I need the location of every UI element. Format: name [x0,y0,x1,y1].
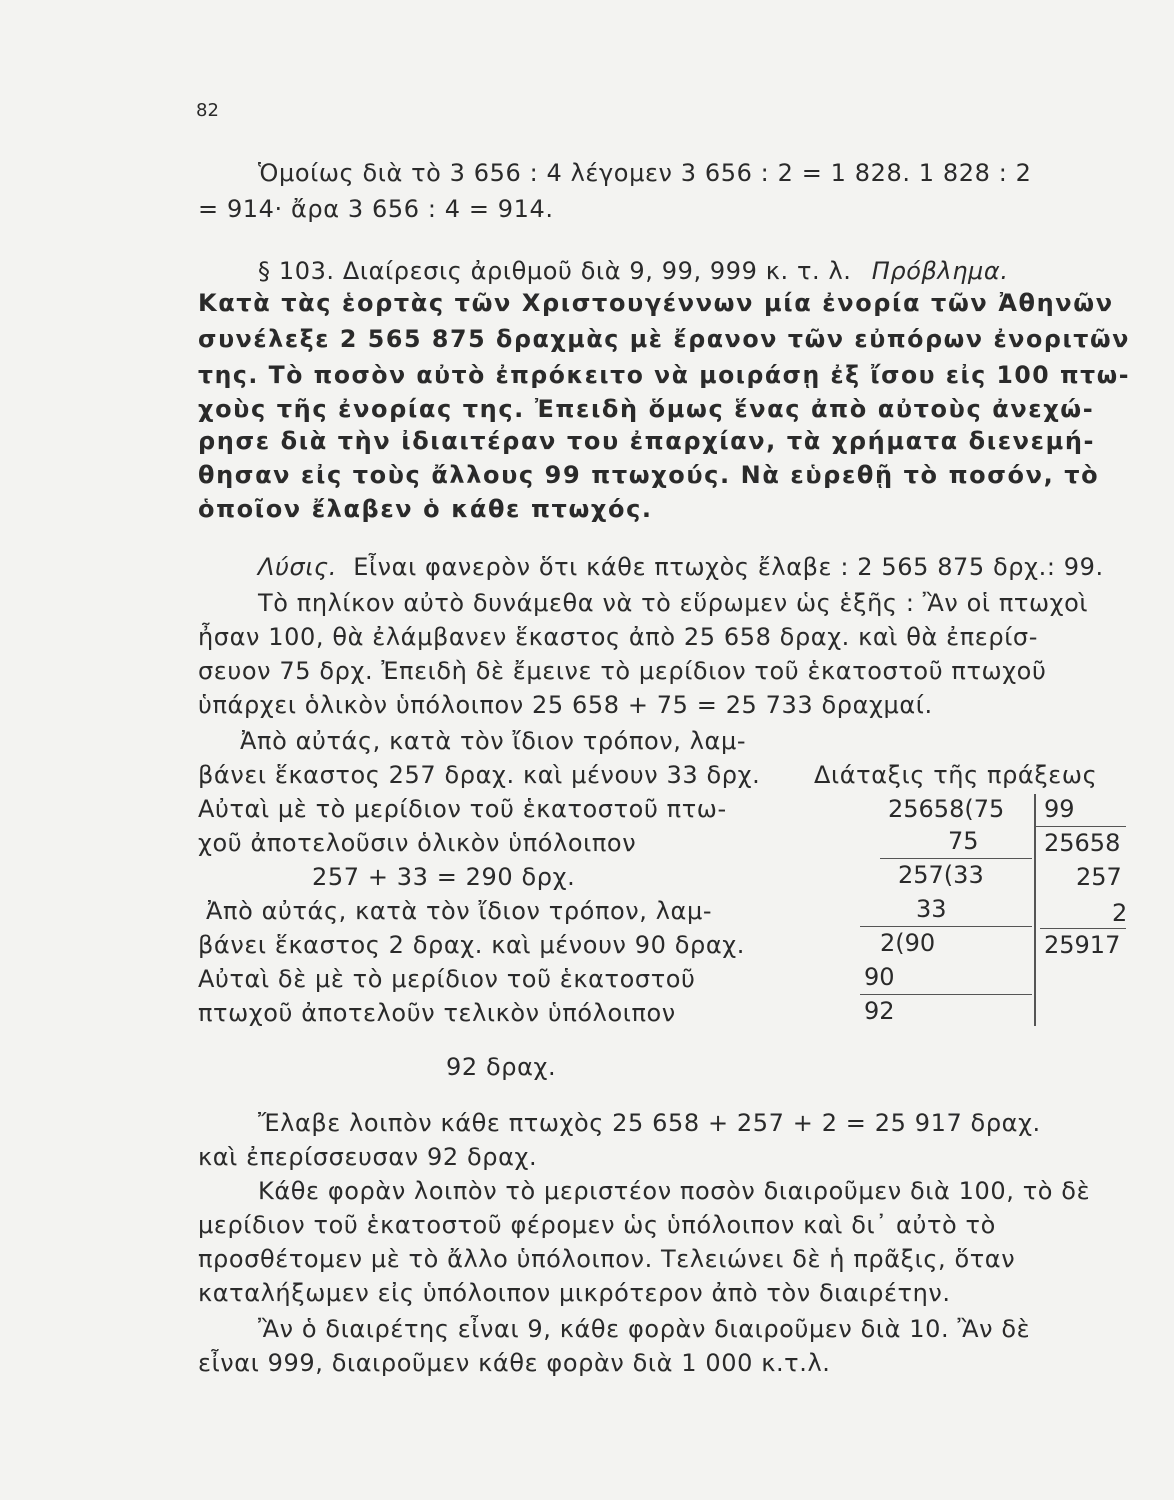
solution-line-4: ὑπάρχει ὁλικὸν ὑπόλοιπον 25 658 + 75 = 25 733 δραχμαί. [198,691,933,719]
conclusion-line-6: καταλήξωμεν εἰς ὑπόλοιπον μικρότερον ἀπὸ τὸν διαιρέτην. [198,1279,951,1307]
side-line-8: Αὐταὶ δὲ μὲ τὸ μερίδιον τοῦ ἑκατοστοῦ [198,965,696,993]
division-dividend: 25658(75 [888,795,1005,823]
problem-line-7: ὁποῖον ἔλαβεν ὁ κάθε πτωχός. [198,495,653,523]
division-quotient-3: 2 [1112,899,1128,927]
division-rule-1 [880,858,1032,859]
solution-first-line-text: Εἶναι φανερὸν ὅτι κάθε πτωχὸς ἔλαβε : 2 565 875 δρχ.: 99. [353,553,1104,581]
problem-line-5: ρησε διὰ τὴν ἰδιαιτέραν του ἐπαρχίαν, τὰ χρήματα διενεμή- [198,427,1096,455]
conclusion-line-3: Κάθε φορὰν λοιπὸν τὸ μεριστέον ποσὸν διαιροῦμεν διὰ 100, τὸ δὲ [258,1177,1091,1205]
conclusion-line-8: εἶναι 999, διαιροῦμεν κάθε φορὰν διὰ 1 000 κ.τ.λ. [198,1349,831,1377]
division-divisor-rule [1036,826,1126,827]
problem-label: Πρόβλημα. [871,257,1009,285]
side-line-6: Ἀπὸ αὐτάς, κατὰ τὸν ἴδιον τρόπον, λαμ- [206,897,713,925]
division-rule-3 [860,994,1032,995]
side-line-10: 92 δραχ. [446,1053,557,1081]
side-line-1: Ἀπὸ αὐτάς, κατὰ τὸν ἴδιον τρόπον, λαμ- [240,727,747,755]
problem-line-4: χοὺς τῆς ἐνορίας της. Ἐπειδὴ ὅμως ἕνας ἀπὸ αὐτοὺς ἀνεχώ- [198,395,1095,423]
conclusion-line-2: καὶ ἐπερίσσευσαν 92 δραχ. [198,1143,538,1171]
side-line-3: Αὐταὶ μὲ τὸ μερίδιον τοῦ ἑκατοστοῦ πτω- [198,795,727,823]
division-subtract-1: 75 [948,827,979,855]
division-sum-rule [1040,928,1126,929]
para1-line1: Ὁμοίως διὰ τὸ 3 656 : 4 λέγομεν 3 656 : 2 = 1 828. 1 828 : 2 [258,159,1032,187]
division-vertical-rule [1034,794,1036,1026]
conclusion-line-7: Ἂν ὁ διαιρέτης εἶναι 9, κάθε φορὰν διαιροῦμεν διὰ 10. Ἂν δὲ [258,1315,1031,1343]
solution-label: Λύσις. [258,553,337,581]
division-divisor: 99 [1044,795,1075,823]
division-remainder-2: 2(90 [880,929,936,957]
division-quotient-2: 257 [1076,863,1122,891]
division-subtract-3: 90 [864,963,895,991]
division-subtract-2: 33 [916,895,947,923]
solution-first-line [258,552,1104,582]
problem-line-2: συνέλεξε 2 565 875 δραχμὰς μὲ ἔρανον τῶν εὐπόρων ἐνοριτῶν [198,325,1130,353]
conclusion-line-4: μερίδιον τοῦ ἑκατοστοῦ φέρομεν ὡς ὑπόλοιπον καὶ δι᾽ αὐτὸ τὸ [198,1211,996,1239]
problem-line-3: της. Τὸ ποσὸν αὐτὸ ἐπρόκειτο νὰ μοιράσῃ ἐξ ἴσου εἰς 100 πτω- [198,361,1131,389]
solution-line-3: σευον 75 δρχ. Ἐπειδὴ δὲ ἔμεινε τὸ μερίδιον τοῦ ἑκατοστοῦ πτωχοῦ [198,657,1047,685]
division-final-remainder: 92 [864,997,895,1025]
conclusion-line-5: προσθέτομεν μὲ τὸ ἄλλο ὑπόλοιπον. Τελειώνει δὲ ἡ πρᾶξις, ὅταν [198,1245,1016,1273]
division-rule-2 [860,926,1032,927]
division-remainder-1: 257(33 [898,861,984,889]
conclusion-line-1: Ἔλαβε λοιπὸν κάθε πτωχὸς 25 658 + 257 + 2 = 25 917 δραχ. [258,1109,1041,1137]
side-line-2: βάνει ἕκαστος 257 δραχ. καὶ μένουν 33 δρχ. [198,761,761,789]
problem-line-1: Κατὰ τὰς ἑορτὰς τῶν Χριστουγέννων μία ἐνορία τῶν Ἀθηνῶν [198,289,1114,317]
side-line-9: πτωχοῦ ἀποτελοῦν τελικὸν ὑπόλοιπον [198,999,676,1027]
solution-line-2: ἦσαν 100, θὰ ἐλάμβανεν ἕκαστος ἀπὸ 25 658 δραχ. καὶ θὰ ἐπερίσ- [198,623,1039,651]
side-line-4: χοῦ ἀποτελοῦσιν ὁλικὸν ὑπόλοιπον [198,829,637,857]
problem-line-6: θησαν εἰς τοὺς ἄλλους 99 πτωχούς. Νὰ εὑρεθῇ τὸ ποσόν, τὸ [198,461,1100,489]
solution-line-1: Τὸ πηλίκον αὐτὸ δυνάμεθα νὰ τὸ εὕρωμεν ὡς ἑξῆς : Ἂν οἱ πτωχοὶ [258,589,1089,617]
page-number: 82 [196,100,219,121]
side-line-5: 257 + 33 = 290 δρχ. [312,863,576,891]
layout-heading: Διάταξις τῆς πράξεως [814,761,1098,789]
division-quotient-total: 25917 [1044,931,1121,959]
side-line-7: βάνει ἕκαστος 2 δραχ. καὶ μένουν 90 δραχ. [198,931,745,959]
division-quotient-1: 25658 [1044,829,1121,857]
para1-line2: = 914· ἄρα 3 656 : 4 = 914. [198,195,554,223]
section-heading-line [258,256,1128,286]
section-heading: § 103. Διαίρεσις ἀριθμοῦ διὰ 9, 99, 999 κ. τ. λ. [258,257,852,285]
